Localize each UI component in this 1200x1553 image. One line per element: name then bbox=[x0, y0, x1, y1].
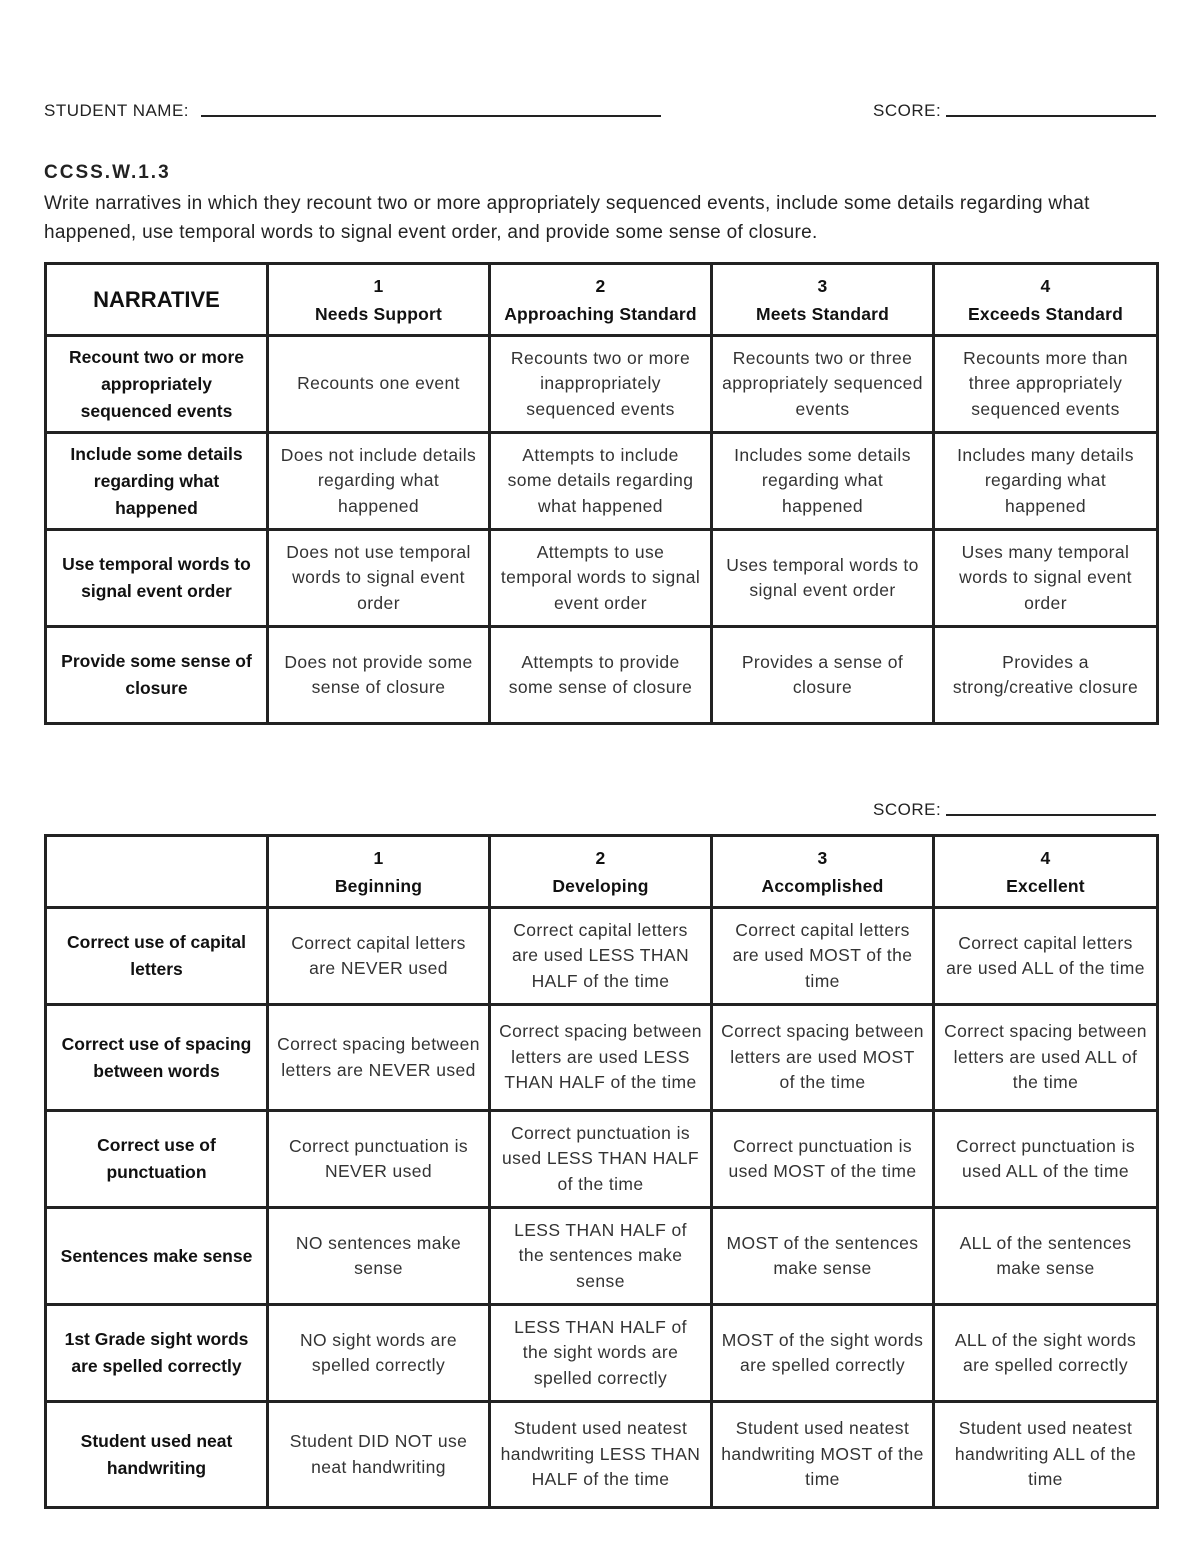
conventions-rubric-table bbox=[44, 834, 1159, 1509]
rubric-cell: Does not include details regarding what happened bbox=[268, 433, 490, 530]
level-header bbox=[490, 264, 712, 336]
rubric-cell: Correct capital letters are used LESS THAN HALF of the time bbox=[490, 908, 712, 1005]
level-name: Approaching Standard bbox=[504, 303, 697, 324]
criterion-cell: Student used neat handwriting bbox=[46, 1402, 268, 1508]
rubric-cell: Student used neatest handwriting ALL of the time bbox=[934, 1402, 1158, 1508]
level-name: Exceeds Standard bbox=[968, 303, 1123, 324]
rubric-cell: Uses many temporal words to signal event order bbox=[934, 530, 1158, 627]
level-name: Developing bbox=[552, 875, 649, 896]
rubric-cell: Provides a strong/creative closure bbox=[934, 627, 1158, 724]
rubric-cell: Correct capital letters are NEVER used bbox=[268, 908, 490, 1005]
table-header-row bbox=[46, 836, 1158, 908]
rubric-cell: Correct punctuation is used MOST of the time bbox=[712, 1111, 934, 1208]
level-header bbox=[712, 836, 934, 908]
rubric-cell: LESS THAN HALF of the sentences make sense bbox=[490, 1208, 712, 1305]
rubric-cell: Correct spacing between letters are used LESS THAN HALF of the time bbox=[490, 1005, 712, 1111]
rubric-cell: Correct punctuation is NEVER used bbox=[268, 1111, 490, 1208]
rubric-cell: Correct punctuation is used LESS THAN HALF of the time bbox=[490, 1111, 712, 1208]
level-number: 3 bbox=[817, 847, 828, 868]
student-name-label: STUDENT NAME: bbox=[44, 101, 190, 120]
level-header bbox=[934, 836, 1158, 908]
level-header bbox=[712, 264, 934, 336]
rubric-cell: Provides a sense of closure bbox=[712, 627, 934, 724]
rubric-cell: Does not use temporal words to signal event order bbox=[268, 530, 490, 627]
criterion-cell: Use temporal words to signal event order bbox=[46, 530, 268, 627]
rubric-cell: MOST of the sentences make sense bbox=[712, 1208, 934, 1305]
rubric-cell: Attempts to provide some sense of closure bbox=[490, 627, 712, 724]
rubric-cell: NO sight words are spelled correctly bbox=[268, 1305, 490, 1402]
rubric-cell: Attempts to include some details regarding what happened bbox=[490, 433, 712, 530]
rubric-cell: MOST of the sight words are spelled correctly bbox=[712, 1305, 934, 1402]
rubric-cell: Uses temporal words to signal event order bbox=[712, 530, 934, 627]
criterion-cell: Recount two or more appropriately sequenced events bbox=[46, 336, 268, 433]
table-row bbox=[46, 530, 1158, 627]
standard-description: Write narratives in which they recount two or more appropriately sequenced events, include some details regarding what happened, use temporal words to signal event order, and provide some sense of closure. bbox=[44, 193, 1090, 243]
level-header bbox=[268, 836, 490, 908]
student-name-field[interactable] bbox=[201, 115, 661, 117]
criterion-cell: Include some details regarding what happened bbox=[46, 433, 268, 530]
rubric-cell: NO sentences make sense bbox=[268, 1208, 490, 1305]
table-corner-label: NARRATIVE bbox=[46, 264, 268, 336]
narrative-rubric-table bbox=[44, 262, 1159, 725]
rubric-cell: Student used neatest handwriting LESS THAN HALF of the time bbox=[490, 1402, 712, 1508]
level-number: 1 bbox=[373, 847, 384, 868]
criterion-cell: Correct use of capital letters bbox=[46, 908, 268, 1005]
level-number: 2 bbox=[595, 847, 606, 868]
rubric-cell: Recounts one event bbox=[268, 336, 490, 433]
level-name: Needs Support bbox=[314, 303, 443, 324]
level-name: Beginning bbox=[334, 875, 423, 896]
rubric-cell: Recounts two or more inappropriately sequenced events bbox=[490, 336, 712, 433]
rubric-cell: Correct spacing between letters are NEVER used bbox=[268, 1005, 490, 1111]
table-header-row bbox=[46, 264, 1158, 336]
level-number: 4 bbox=[1040, 275, 1051, 296]
level-name: Accomplished bbox=[761, 875, 884, 896]
level-header bbox=[490, 836, 712, 908]
rubric-cell: Does not provide some sense of closure bbox=[268, 627, 490, 724]
table-row bbox=[46, 433, 1158, 530]
rubric-cell: Student DID NOT use neat handwriting bbox=[268, 1402, 490, 1508]
table-row bbox=[46, 627, 1158, 724]
criterion-cell: Provide some sense of closure bbox=[46, 627, 268, 724]
table-row bbox=[46, 908, 1158, 1005]
score-label: SCORE: bbox=[873, 101, 942, 120]
score-field[interactable] bbox=[946, 115, 1156, 117]
level-header bbox=[268, 264, 490, 336]
level-header bbox=[934, 264, 1158, 336]
rubric-cell: Includes many details regarding what happened bbox=[934, 433, 1158, 530]
rubric-cell: Recounts two or three appropriately sequenced events bbox=[712, 336, 934, 433]
rubric-cell: Correct capital letters are used ALL of the time bbox=[934, 908, 1158, 1005]
standard-code: CCSS.W.1.3 bbox=[44, 162, 171, 183]
level-number: 3 bbox=[817, 275, 828, 296]
level-name: Meets Standard bbox=[755, 303, 890, 324]
rubric-cell: LESS THAN HALF of the sight words are spelled correctly bbox=[490, 1305, 712, 1402]
rubric-cell: Student used neatest handwriting MOST of the time bbox=[712, 1402, 934, 1508]
table-row bbox=[46, 1305, 1158, 1402]
rubric-cell: Correct capital letters are used MOST of the time bbox=[712, 908, 934, 1005]
level-name: Excellent bbox=[1006, 875, 1085, 896]
rubric-cell: Correct spacing between letters are used ALL of the time bbox=[934, 1005, 1158, 1111]
score-label-2: SCORE: bbox=[873, 800, 942, 819]
table-row bbox=[46, 1208, 1158, 1305]
table-row bbox=[46, 1111, 1158, 1208]
rubric-cell: ALL of the sentences make sense bbox=[934, 1208, 1158, 1305]
criterion-cell: 1st Grade sight words are spelled correctly bbox=[46, 1305, 268, 1402]
rubric-cell: Correct spacing between letters are used MOST of the time bbox=[712, 1005, 934, 1111]
level-number: 1 bbox=[373, 275, 384, 296]
criterion-cell: Sentences make sense bbox=[46, 1208, 268, 1305]
criterion-cell: Correct use of spacing between words bbox=[46, 1005, 268, 1111]
rubric-cell: Correct punctuation is used ALL of the time bbox=[934, 1111, 1158, 1208]
criterion-cell: Correct use of punctuation bbox=[46, 1111, 268, 1208]
table-row bbox=[46, 1005, 1158, 1111]
rubric-cell: Attempts to use temporal words to signal event order bbox=[490, 530, 712, 627]
rubric-cell: Recounts more than three appropriately sequenced events bbox=[934, 336, 1158, 433]
table-row bbox=[46, 336, 1158, 433]
level-number: 2 bbox=[595, 275, 606, 296]
score-field-2[interactable] bbox=[946, 814, 1156, 816]
rubric-cell: ALL of the sight words are spelled correctly bbox=[934, 1305, 1158, 1402]
rubric-cell: Includes some details regarding what happened bbox=[712, 433, 934, 530]
table-corner-label bbox=[46, 836, 268, 908]
table-row bbox=[46, 1402, 1158, 1508]
level-number: 4 bbox=[1040, 847, 1051, 868]
